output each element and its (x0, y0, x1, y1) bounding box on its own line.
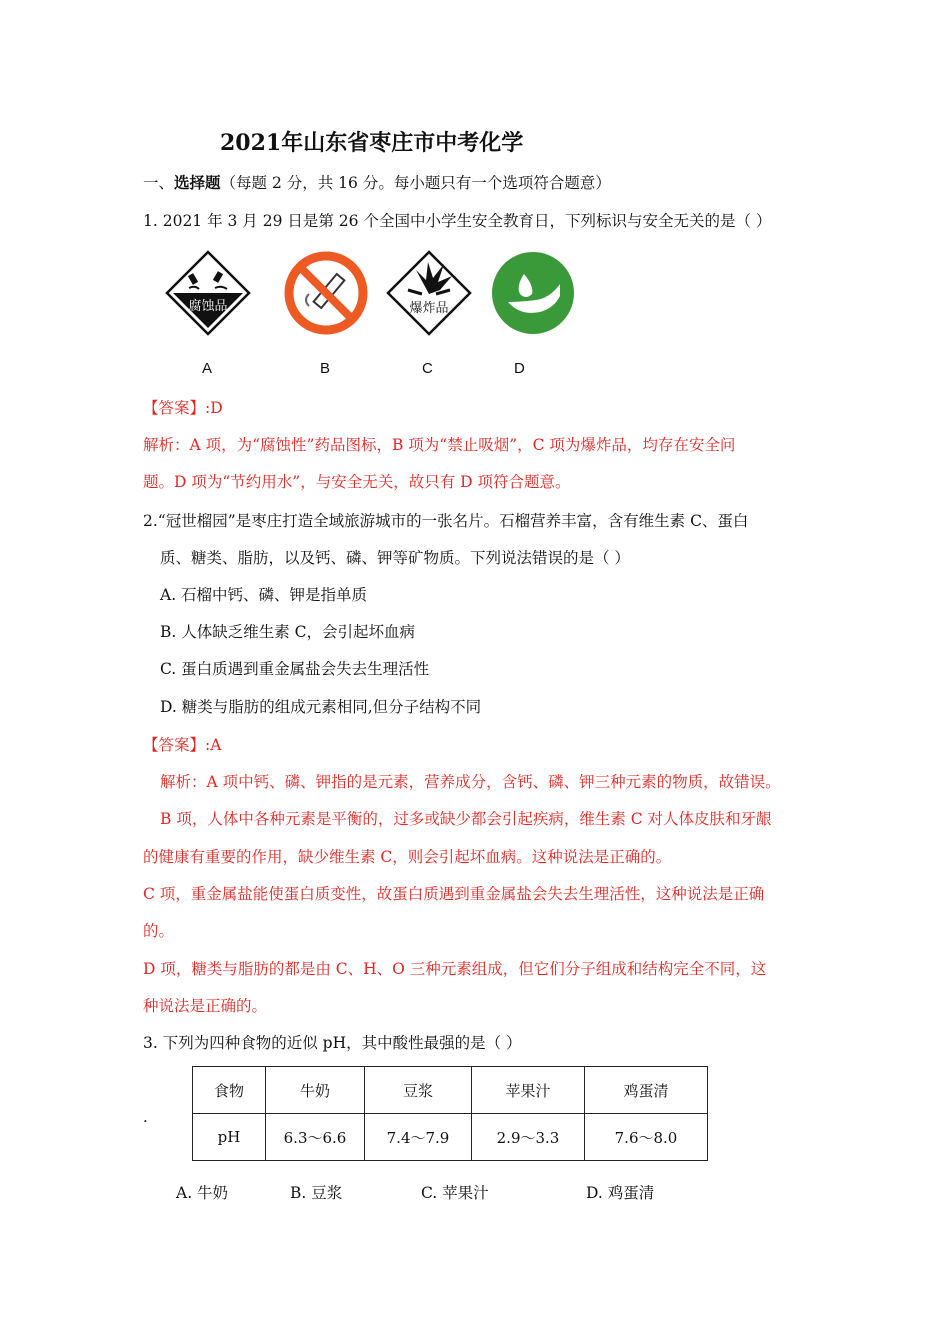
explosive-icon (386, 250, 472, 336)
ph-table (192, 1066, 708, 1161)
table-cell: 2.9～3.3 (472, 1114, 585, 1161)
q2-option: A. 石榴中钙、磷、钾是指单质 (160, 586, 368, 604)
q2-option: D. 糖类与脂肪的组成元素相同,但分子结构不同 (160, 698, 482, 716)
table-cell: 7.4～7.9 (365, 1114, 472, 1161)
q3-option: A. 牛奶 (176, 1184, 229, 1202)
answer-value: :A (205, 736, 222, 754)
explosive-caption: 爆炸品 (409, 301, 449, 316)
q1-stem: 1. 2021 年 3 月 29 日是第 26 个全国中小学生安全教育日，下列标识与安全无关的是（ ） (143, 212, 772, 230)
q3-option: D. 鸡蛋清 (586, 1184, 655, 1202)
table-row (193, 1067, 708, 1114)
section-title: 选择题 (174, 173, 221, 192)
option-label-a: A (202, 360, 213, 377)
q2-analysis-line: C 项，重金属盐能使蛋白质变性，故蛋白质遇到重金属盐会失去生理活性，这种说法是正确 (143, 885, 765, 903)
water-saving-icon (490, 250, 576, 336)
table-cell: 7.6～8.0 (585, 1114, 708, 1161)
q3-option: C. 苹果汁 (421, 1184, 489, 1202)
no-smoking-icon (283, 250, 369, 336)
section-note: （每题 2 分，共 16 分。每小题只有一个选项符合题意） (220, 174, 611, 192)
q2-analysis-line: 解析：A 项中钙、磷、钾指的是元素，营养成分，含钙、磷、钾三种元素的物质，故错误。 (160, 773, 781, 791)
table-cell: pH (193, 1114, 266, 1161)
q2-analysis-line: D 项，糖类与脂肪的都是由 C、H、O 三种元素组成，但它们分子组成和结构完全不同，这 (143, 960, 767, 978)
q2-answer (143, 734, 221, 756)
corrosive-icon (165, 250, 251, 336)
table-cell: 鸡蛋清 (585, 1067, 708, 1114)
answer-value: :D (205, 399, 223, 417)
option-label-d: D (514, 360, 525, 377)
q2-stem: 2.“冠世榴园”是枣庄打造全域旅游城市的一张名片。石榴营养丰富，含有维生素 C、蛋白 (143, 512, 749, 530)
q2-analysis-line: 的。 (143, 922, 175, 940)
page-title: 2021年山东省枣庄市中考化学 (220, 130, 524, 156)
q1-analysis-line: 题。D 项为“节约用水”，与安全无关，故只有 D 项符合题意。 (143, 473, 571, 491)
q2-stem: 质、糖类、脂肪，以及钙、磷、钾等矿物质。下列说法错误的是（ ） (160, 549, 630, 567)
q2-analysis-line: 的健康有重要的作用，缺少维生素 C，则会引起坏血病。这种说法是正确的。 (143, 848, 672, 866)
q2-analysis-line: B 项，人体中各种元素是平衡的，过多或缺少都会引起疾病，维生素 C 对人体皮肤和牙龈 (160, 810, 772, 828)
q2-analysis-line: 种说法是正确的。 (143, 997, 268, 1015)
answer-bracket: 【答案】 (143, 399, 206, 417)
table-cell: 豆浆 (365, 1067, 472, 1114)
q3-stem: 3. 下列为四种食物的近似 pH，其中酸性最强的是（ ） (143, 1034, 522, 1052)
stray-dot: . (143, 1108, 148, 1126)
corrosive-caption: 腐蚀品 (188, 299, 228, 314)
option-label-c: C (422, 360, 433, 377)
q3-option: B. 豆浆 (290, 1184, 343, 1202)
q2-option: B. 人体缺乏维生素 C，会引起坏血病 (160, 623, 416, 641)
table-cell: 牛奶 (266, 1067, 365, 1114)
q1-analysis-line: 解析：A 项，为“腐蚀性”药品图标，B 项为“禁止吸烟”，C 项为爆炸品，均存在安全问 (143, 436, 736, 454)
table-cell: 食物 (193, 1067, 266, 1114)
table-row (193, 1114, 708, 1161)
q1-answer (143, 397, 223, 419)
q2-option: C. 蛋白质遇到重金属盐会失去生理活性 (160, 660, 430, 678)
table-cell: 6.3～6.6 (266, 1114, 365, 1161)
section-heading (143, 172, 611, 194)
table-cell: 苹果汁 (472, 1067, 585, 1114)
option-label-b: B (320, 360, 331, 377)
section-prefix: 一、 (143, 174, 175, 192)
answer-bracket: 【答案】 (143, 736, 206, 754)
